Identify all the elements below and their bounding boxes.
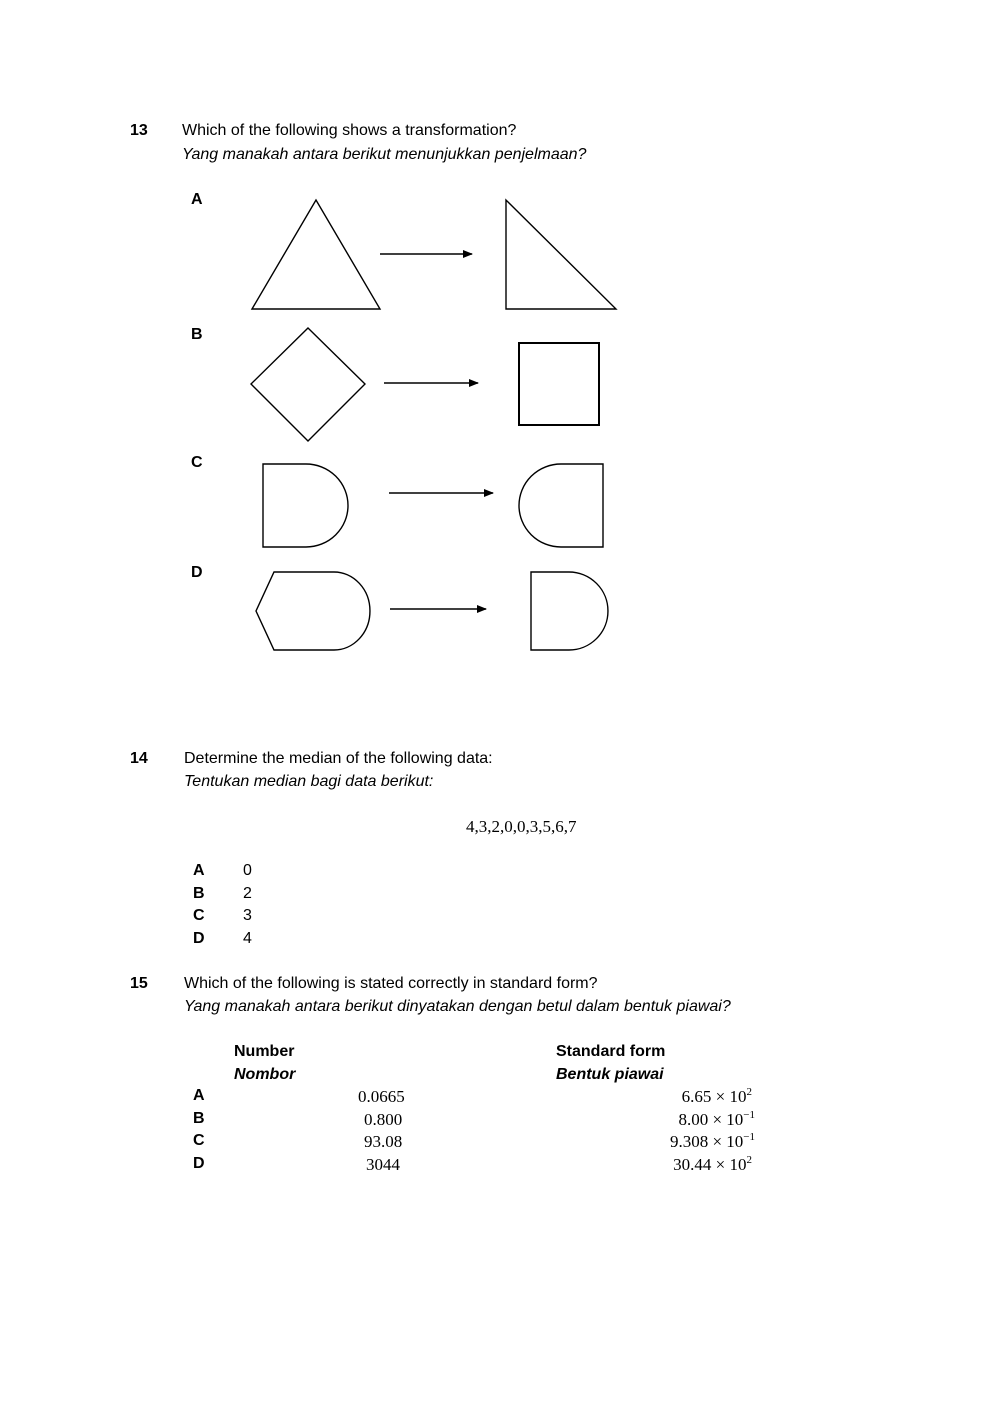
q15-header-standard-form: Standard form <box>556 1043 666 1060</box>
q13-option-a-label[interactable]: A <box>191 191 203 208</box>
option-d-arrow-shape-object <box>256 572 370 650</box>
q15-option-a-number: 0.0665 <box>358 1087 405 1106</box>
question-14-number: 14 <box>130 750 148 767</box>
option-d-d-shape-image <box>531 572 608 650</box>
q14-option-b-value[interactable]: 2 <box>243 885 252 902</box>
q15-option-d-number: 3044 <box>366 1155 400 1174</box>
transformation-figures <box>0 0 1000 700</box>
q15-option-c-label[interactable]: C <box>193 1132 205 1149</box>
q15-option-a-label[interactable]: A <box>193 1087 205 1104</box>
q15-header-standard-form-malay: Bentuk piawai <box>556 1066 664 1083</box>
question-13-number: 13 <box>130 122 148 139</box>
q14-option-c-value[interactable]: 3 <box>243 907 252 924</box>
option-c-d-shape-object <box>263 464 348 547</box>
q15-option-c-number: 93.08 <box>364 1132 403 1151</box>
option-b-square-image <box>519 343 599 425</box>
q14-data-set: 4,3,2,0,0,3,5,6,7 <box>466 817 577 836</box>
q13-option-d-label[interactable]: D <box>191 564 203 581</box>
question-15-number: 15 <box>130 975 148 992</box>
option-a-triangle-object <box>252 200 380 309</box>
question-13-text: Which of the following shows a transformation? <box>182 122 517 139</box>
q14-option-a-value[interactable]: 0 <box>243 862 252 879</box>
q15-option-a-standard-form: $6.65 \times 10^2$ <box>681 1086 752 1106</box>
q15-header-number-malay: Nombor <box>234 1066 296 1083</box>
q14-option-c-label[interactable]: C <box>193 907 205 924</box>
question-13-text-malay: Yang manakah antara berikut menunjukkan penjelmaan? <box>182 146 587 163</box>
q15-header-number: Number <box>234 1043 295 1060</box>
option-c-reflected-d-shape-image <box>519 464 603 547</box>
q15-option-b-label[interactable]: B <box>193 1110 205 1127</box>
question-15-text: Which of the following is stated correctly in standard form? <box>184 975 598 992</box>
q15-option-d-standard-form: $30.44 \times 10^2$ <box>673 1154 752 1174</box>
question-15-text-malay: Yang manakah antara berikut dinyatakan dengan betul dalam bentuk piawai? <box>184 998 731 1015</box>
q14-option-d-label[interactable]: D <box>193 930 205 947</box>
question-14-text: Determine the median of the following data: <box>184 750 493 767</box>
q14-option-d-value[interactable]: 4 <box>243 930 252 947</box>
q15-option-b-number: 0.800 <box>364 1110 403 1129</box>
q15-option-b-standard-form: $8.00 \times 10^{-1}$ <box>678 1109 755 1129</box>
q15-option-d-label[interactable]: D <box>193 1155 205 1172</box>
q13-option-c-label[interactable]: C <box>191 454 203 471</box>
question-14-text-malay: Tentukan median bagi data berikut: <box>184 773 434 790</box>
q13-option-b-label[interactable]: B <box>191 326 203 343</box>
option-a-right-triangle-image <box>506 200 616 309</box>
q14-option-b-label[interactable]: B <box>193 885 205 902</box>
q15-option-c-standard-form: $9.308 \times 10^{-1}$ <box>669 1131 755 1151</box>
option-b-diamond-object <box>251 328 365 441</box>
q14-option-a-label[interactable]: A <box>193 862 205 879</box>
